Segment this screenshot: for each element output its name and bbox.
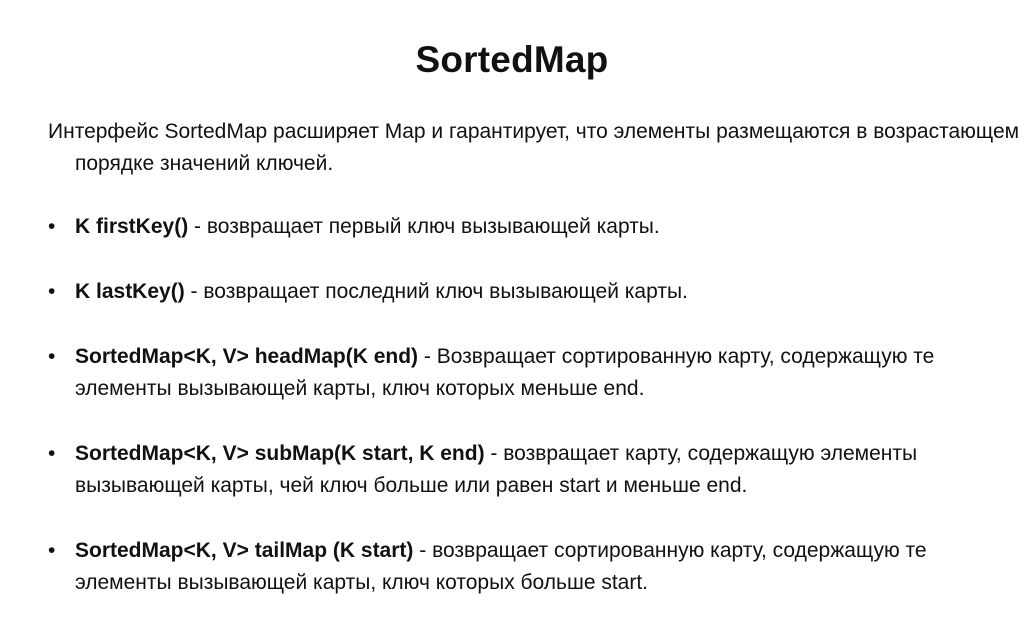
intro-paragraph: Интерфейс SortedMap расширяет Map и гарантирует, что элементы размещаются в возрастающем порядке значений ключей. [48, 120, 1020, 175]
list-item-lastkey [48, 276, 1013, 308]
list-item-submap [48, 438, 1013, 502]
bullet-icon: • [48, 539, 56, 562]
method-description: - возвращает карту, содержащую элементы вызывающей карты, чей ключ больше или равен start и меньше end. [75, 442, 918, 497]
method-description: - возвращает сортированную карту, содержащую те элементы вызывающей карты, ключ которых больше start. [75, 539, 927, 594]
method-description: - возвращает первый ключ вызывающей карты. [188, 215, 660, 238]
list-item-tailmap [48, 535, 1013, 599]
method-signature: headMap(K end) [254, 345, 419, 368]
bullet-icon: • [48, 345, 56, 368]
method-return-type: SortedMap<K, V> [75, 539, 255, 562]
slide-title: SortedMap [415, 39, 609, 80]
method-signature: K firstKey() [75, 215, 189, 238]
method-signature: subMap(K start, K end) [254, 442, 485, 465]
method-signature: tailMap (K start) [254, 539, 414, 562]
list-item-headmap [48, 341, 1013, 405]
bullet-icon: • [48, 280, 56, 303]
bullet-icon: • [48, 442, 56, 465]
method-signature: K lastKey() [75, 280, 185, 303]
list-item-firstkey [48, 211, 1013, 243]
method-return-type: SortedMap<K, V> [75, 345, 255, 368]
method-description: - Возвращает сортированную карту, содержащую те элементы вызывающей карты, ключ которых меньше end. [75, 345, 935, 400]
bullet-icon: • [48, 215, 56, 238]
method-description: - возвращает последний ключ вызывающей карты. [184, 280, 688, 303]
method-return-type: SortedMap<K, V> [75, 442, 255, 465]
